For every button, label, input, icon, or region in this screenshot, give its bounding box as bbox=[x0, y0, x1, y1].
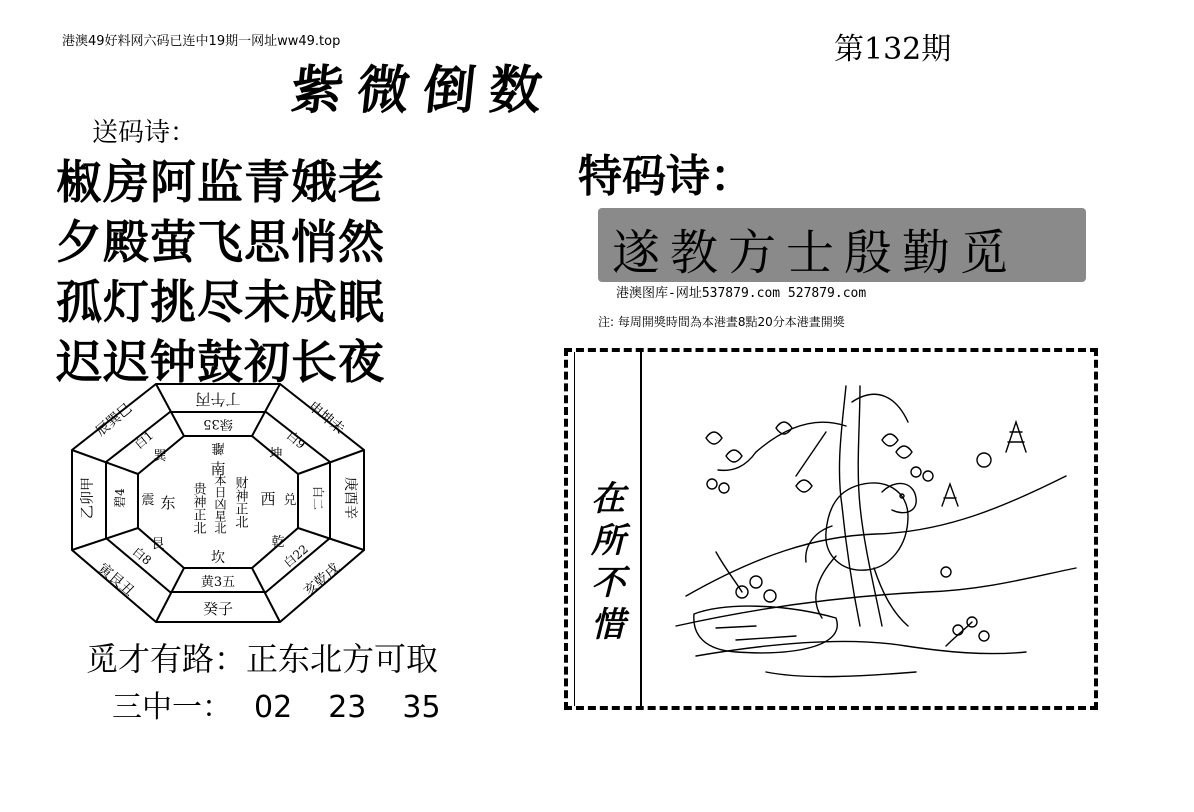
bagua-inner-label: 坤 bbox=[269, 447, 283, 462]
frame-divider bbox=[640, 352, 642, 706]
bagua-middle-label: 白1 bbox=[131, 428, 157, 452]
bagua-middle-label: 白二 bbox=[311, 485, 325, 511]
bagua-center-east: 东 bbox=[160, 494, 176, 512]
bagua-outer-label: 申坤未 bbox=[304, 398, 348, 438]
poem-line: 孤灯挑尽未成眠 bbox=[56, 275, 385, 329]
frame-divider bbox=[574, 352, 575, 706]
bagua-inner-label: 兑 bbox=[283, 493, 297, 508]
bagua-middle-label: 碧4 bbox=[113, 488, 127, 508]
bagua-outer-label: 辰巽巳 bbox=[92, 400, 136, 440]
bagua-outer-label: 亥乾戌 bbox=[300, 560, 344, 600]
bagua-inner-label: 坎 bbox=[211, 550, 225, 566]
bagua-center-mid: 本日凶星北 bbox=[213, 474, 227, 534]
caption-char: 不 bbox=[591, 563, 625, 603]
direction-tip: 觅才有路：正东北方可取 bbox=[86, 640, 439, 678]
caption-char: 所 bbox=[591, 521, 625, 561]
bagua-middle-label: 白8 bbox=[129, 544, 155, 568]
draw-time-note: 注: 每周開獎時間為本港晝8點20分本港晝開獎 bbox=[598, 315, 845, 329]
bagua-inner-label: 震 bbox=[141, 493, 155, 508]
monkey-illustration bbox=[646, 356, 1090, 702]
three-in-one-numbers bbox=[112, 682, 477, 726]
tema-label: 特码诗： bbox=[578, 151, 754, 202]
bagua-middle-label: 白22 bbox=[281, 541, 311, 571]
bagua-outer-label: 丁午丙 bbox=[195, 390, 241, 408]
caption-char: 在 bbox=[591, 479, 625, 519]
number-value: 02 bbox=[254, 690, 293, 725]
poem-line: 椒房阿监青娥老 bbox=[56, 155, 385, 209]
bagua-inner-label: 離 bbox=[211, 440, 225, 455]
issue-number: 第132期 bbox=[834, 32, 952, 67]
bagua-outer-label: 癸子 bbox=[202, 600, 234, 618]
poem-label: 送码诗： bbox=[92, 118, 197, 148]
bagua-inner-label: 艮 bbox=[151, 537, 165, 552]
poem-line: 夕殿萤飞思悄然 bbox=[56, 215, 385, 269]
bagua-center-west: 西 bbox=[260, 490, 276, 508]
bagua-outer-label: 寅艮丑 bbox=[94, 560, 138, 600]
bagua-inner-label: 乾 bbox=[271, 535, 285, 550]
bagua-center-right: 财神正北 bbox=[232, 476, 248, 528]
number-value: 35 bbox=[402, 690, 441, 725]
page-title: 紫微倒数 bbox=[288, 60, 559, 121]
bagua-outer-label: 乙卯甲 bbox=[80, 477, 96, 519]
poem-block bbox=[56, 152, 385, 392]
bagua-center-south: 南 bbox=[210, 460, 226, 478]
numbers-label: 三中一： bbox=[112, 690, 232, 725]
bagua-middle-label: 绿35 bbox=[203, 416, 233, 431]
site-url: 港澳图库-网址537879.com 527879.com bbox=[616, 286, 867, 301]
bagua-inner-label: 巽 bbox=[153, 449, 167, 464]
number-value: 23 bbox=[328, 690, 367, 725]
poem-line: 迟迟钟鼓初长夜 bbox=[56, 335, 385, 389]
picture-caption bbox=[588, 478, 628, 646]
bagua-outer-label: 庚酉辛 bbox=[342, 477, 358, 519]
tema-text: 遂教方士殷勤觅 bbox=[612, 225, 1019, 281]
bagua-diagram bbox=[64, 378, 372, 628]
caption-char: 惜 bbox=[591, 605, 625, 645]
top-url-text: 港澳49好料网六码已连中19期一网址ww49.top bbox=[62, 34, 341, 49]
bagua-middle-label: 黄3五 bbox=[200, 575, 236, 590]
bagua-center-left: 贵神正北 bbox=[190, 482, 206, 534]
bagua-middle-label: 白9 bbox=[283, 428, 309, 452]
